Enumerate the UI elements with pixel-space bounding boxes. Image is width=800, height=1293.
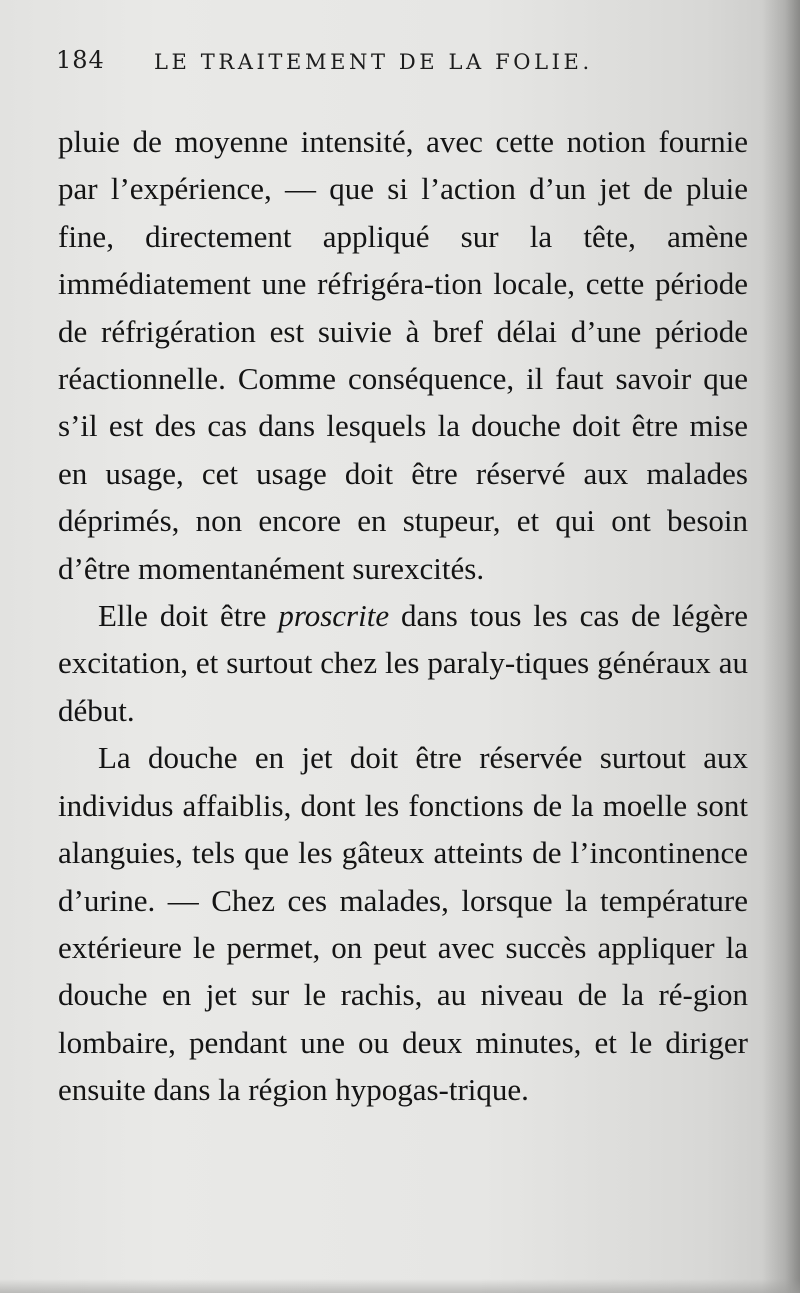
running-head: LE TRAITEMENT DE LA FOLIE. — [154, 50, 593, 74]
paragraph-1: pluie de moyenne intensité, avec cette notion fournie par l’expérience, — que si l’action d’un jet de pluie fine, directement appliqué sur la tête, amène immédiatement une réfrigéra-tion locale, cette période de réfrigération est suivie à bref délai d’une période réactionnelle. Comme conséquence, il faut savoir que s’il est des cas dans lesquels la douche doit être mise en usage, cet usage doit être réservé aux malades déprimés, non encore en stupeur, et qui ont besoin d’être momentanément surexcités. — [58, 124, 748, 586]
page-number: 184 — [56, 46, 105, 74]
page-header — [56, 46, 696, 86]
paragraph-2-after: dans tous les cas de légère excitation, et surtout chez les paraly-tiques généraux au début. — [58, 598, 748, 728]
page-bottom-shadow — [0, 1279, 800, 1293]
paragraph-2 — [58, 592, 748, 734]
page-edge-shadow — [762, 0, 800, 1293]
body-text — [58, 118, 748, 1114]
paragraph-2-before: Elle doit être — [98, 598, 279, 634]
paragraph-3: La douche en jet doit être réservée surtout aux individus affaiblis, dont les fonctions de la moelle sont alanguies, tels que les gâteux atteints de l’incontinence d’urine. — Chez ces malades, lorsque la température extérieure le permet, on peut avec succès appliquer la douche en jet sur le rachis, au niveau de la ré-gion lombaire, pendant une ou deux minutes, et le diriger ensuite dans la région hypogas-trique. — [58, 740, 748, 1108]
emphasis-proscrite: proscrite — [278, 598, 390, 634]
